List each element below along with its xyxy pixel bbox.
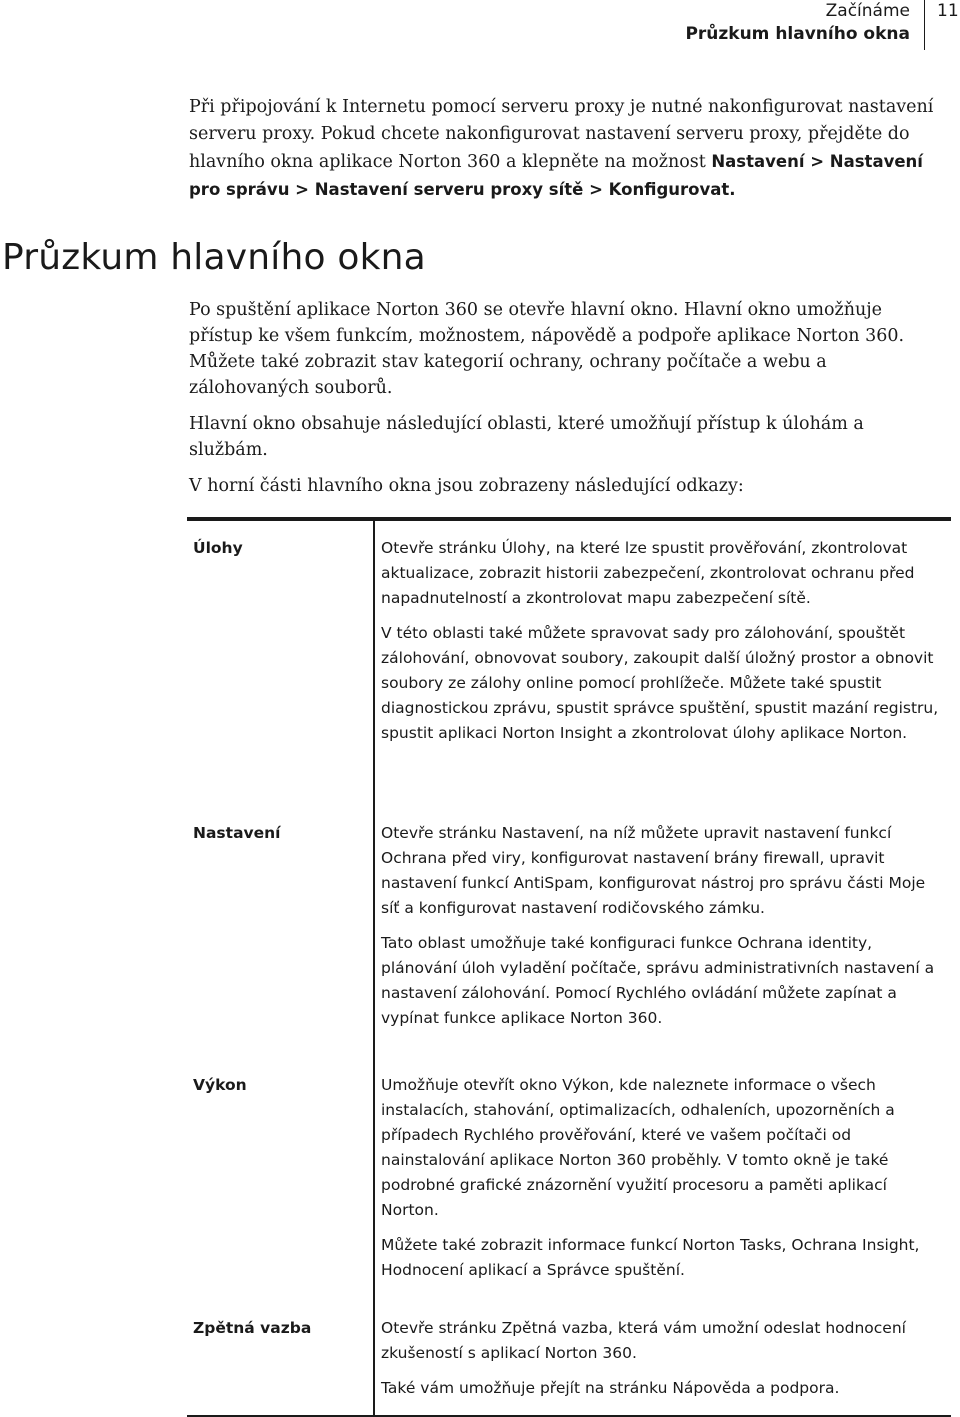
description-paragraph: Tato oblast umožňuje také konfiguraci funkce Ochrana identity, plánování úloh vyladění počítače, správu administrativních nastavení a nastavení zálohování. Pomocí Rychlého ovládání můžete zapínat a vypínat funkce aplikace Norton 360. — [381, 934, 935, 1027]
description-cell — [374, 1301, 951, 1416]
term-cell: Výkon — [187, 1058, 374, 1301]
table-row — [187, 806, 951, 1058]
description-cell — [374, 806, 951, 1058]
paragraph-areas: Hlavní okno obsahuje následující oblasti, které umožňují přístup k úlohám a službám. — [189, 414, 864, 460]
settings-path: Nastavení > Nastavení pro správu > Nastavení serveru proxy sítě > Konfigurovat — [189, 152, 923, 199]
description-paragraph: Otevře stránku Nastavení, na níž můžete upravit nastavení funkcí Ochrana před viry, konfigurovat nastavení brány firewall, upravit nastavení funkcí AntiSpam, konfigurovat nástroj pro správu části Moje síť a konfigurovat nastavení rodičovského zámku. — [381, 824, 926, 917]
chapter-title: Začínáme — [825, 1, 910, 21]
description-paragraph: Umožňuje otevřít okno Výkon, kde naleznete informace o všech instalacích, stahování, optimalizacích, odhaleních, upozorněních a případech Rychlého prověřování, které ve vašem počítači od nainstalování aplikace Norton 360 proběhly. V tomto okně je také podrobné grafické znázornění využití procesoru a paměti aplikací Norton. — [381, 1076, 895, 1219]
term-cell: Zpětná vazba — [187, 1301, 374, 1416]
page-number-divider — [924, 0, 925, 50]
term-cell: Nastavení — [187, 806, 374, 1058]
description-cell — [374, 519, 951, 806]
intro-text: Při připojování k Internetu pomocí serveru proxy je nutné nakonfigurovat nastavení serveru proxy. Pokud chcete nakonfigurovat nastavení serveru proxy, přejděte do hlavního okna aplikace Norton 360 a klepněte na možnost — [189, 97, 934, 172]
running-header — [410, 0, 910, 46]
intro-end: . — [729, 180, 736, 199]
page-number: 11 — [937, 1, 959, 21]
section-heading: Průzkum hlavního okna — [2, 237, 426, 278]
description-cell — [374, 1058, 951, 1301]
description-paragraph: Otevře stránku Zpětná vazba, která vám umožní odeslat hodnocení zkušeností s aplikací Norton 360. — [381, 1319, 906, 1362]
intro-paragraph — [189, 94, 934, 204]
links-table — [187, 517, 951, 1417]
table-row — [187, 519, 951, 806]
description-paragraph: Také vám umožňuje přejít na stránku Nápověda a podpora. — [381, 1379, 840, 1397]
description-paragraph: V této oblasti také můžete spravovat sady pro zálohování, spouštět zálohování, obnovovat soubory, zakoupit další úložný prostor a obnovit soubory ze zálohy online pomocí prohlížeče. Můžete také spustit diagnostickou zprávu, spustit správce spuštění, spustit mazání registru, spustit aplikaci Norton Insight a zkontrolovat úlohy aplikace Norton. — [381, 624, 939, 742]
paragraph-overview: Po spuštění aplikace Norton 360 se otevře hlavní okno. Hlavní okno umožňuje přístup ke všem funkcím, možnostem, nápovědě a podpoře aplikace Norton 360. Můžete také zobrazit stav kategorií ochrany, ochrany počítače a webu a zálohovaných souborů. — [189, 300, 905, 398]
paragraph-links-intro: V horní části hlavního okna jsou zobrazeny následující odkazy: — [189, 476, 744, 496]
table-row — [187, 1058, 951, 1301]
term-cell: Úlohy — [187, 519, 374, 806]
body-text — [189, 297, 934, 509]
section-title: Průzkum hlavního okna — [685, 24, 910, 44]
description-paragraph: Otevře stránku Úlohy, na které lze spustit prověřování, zkontrolovat aktualizace, zobrazit historii zabezpečení, zkontrolovat ochranu před napadnutelností a zkontrolovat mapu zabezpečení sítě. — [381, 539, 915, 607]
description-paragraph: Můžete také zobrazit informace funkcí Norton Tasks, Ochrana Insight, Hodnocení aplikací a Správce spuštění. — [381, 1236, 920, 1279]
table-row — [187, 1301, 951, 1416]
